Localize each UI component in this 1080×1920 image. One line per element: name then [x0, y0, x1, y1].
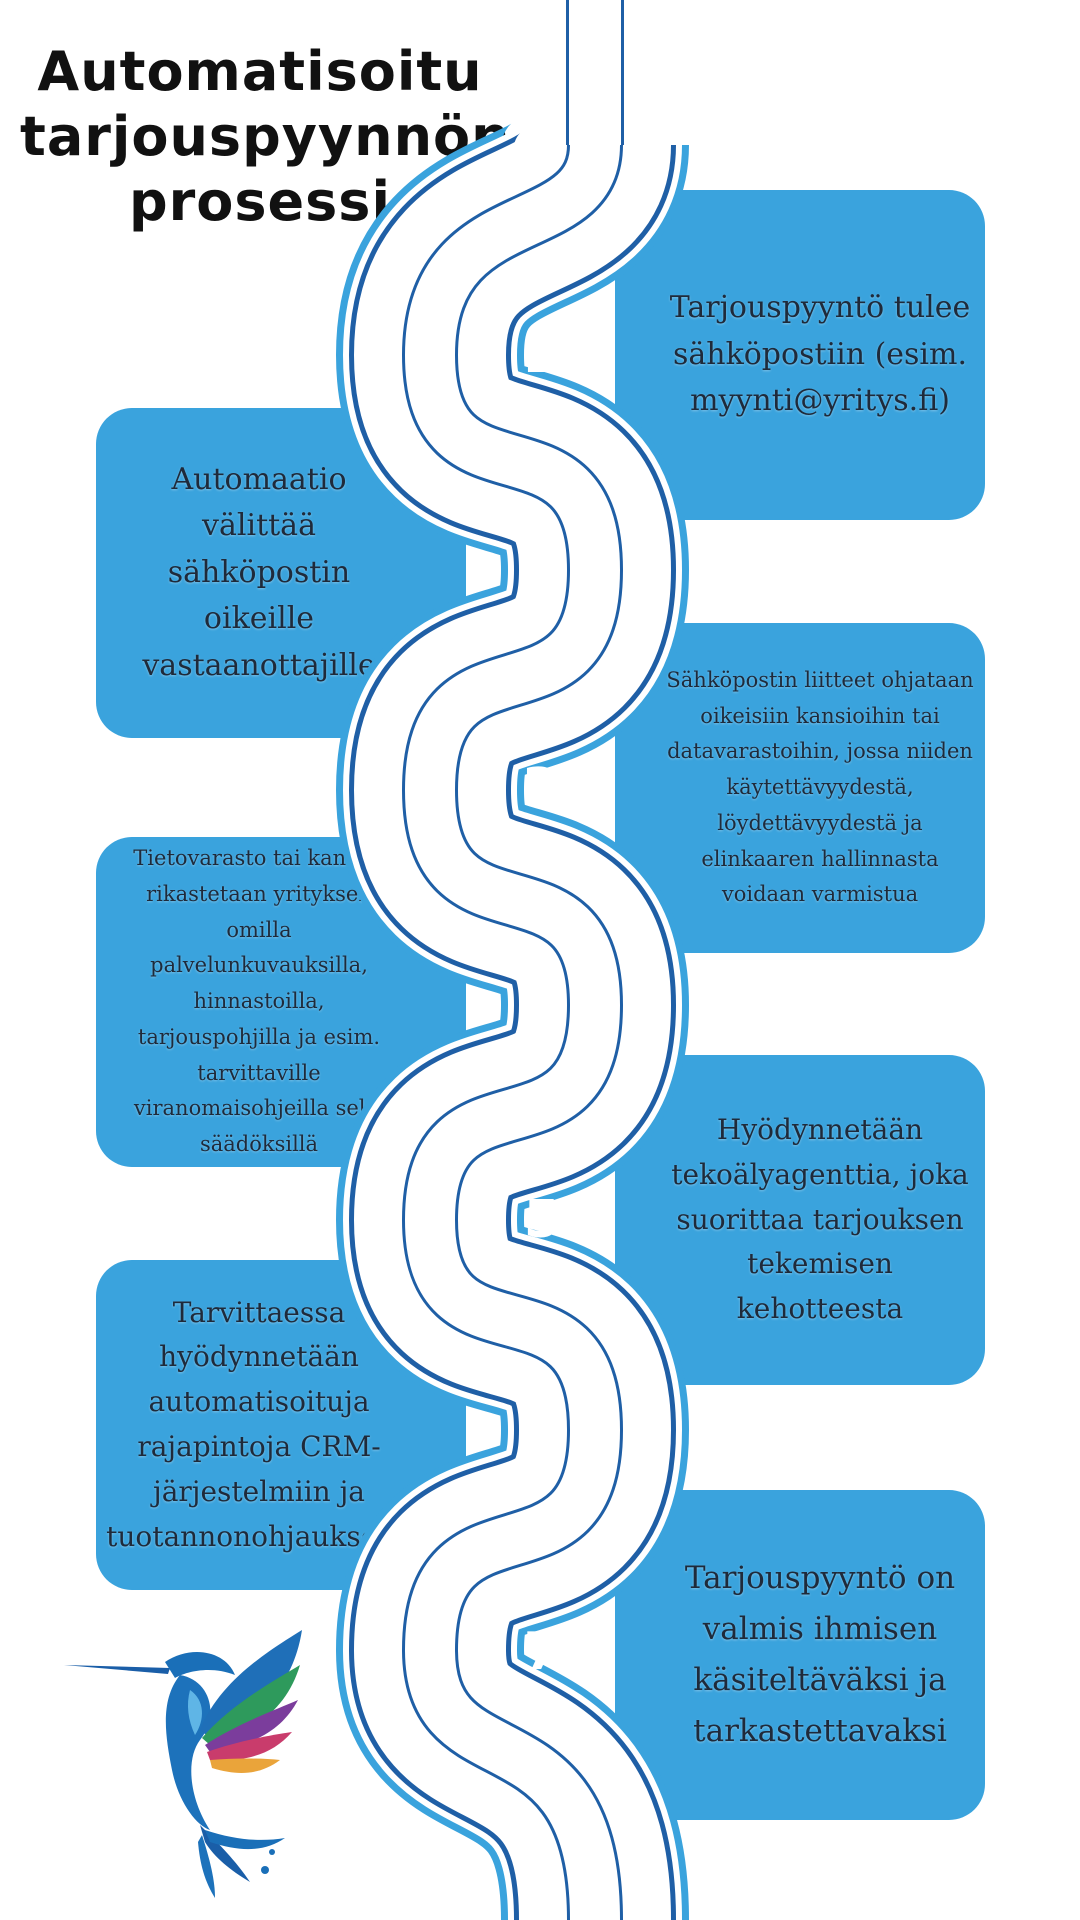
step-text-3: Sähköpostin liitteet ohjataan oikeisiin kansioihin tai datavarastoihin, jossa niiden käytettävyydestä, löydettävyydestä ja elinkaaren hallinnasta voidaan varmistua [666, 668, 974, 907]
step-number-1: 1 [521, 325, 559, 385]
step-text-4: Tietovarasto tai kansiot rikastetaan yrityksen omilla palvelunkuvauksilla, hinnastoilla, tarjouspohjilla ja esim. tarvittaville viranomaisohjeilla sekä säädöksillä [133, 846, 385, 1156]
step-number-7: 7 [523, 1622, 561, 1682]
title-line-2: tarjouspyynnön [20, 104, 511, 168]
step-text-6: Tarvittaessa hyödynnetään automatisoituja rajapintoja CRM-järjestelmiin ja tuotannonohjaukseen [106, 1295, 412, 1553]
step-number-3: 3 [521, 758, 559, 818]
step-number-4: 4 [521, 973, 559, 1033]
step-text-1: Tarjouspyyntö tulee sähköpostiin (esim. myynti@yritys.fi) [669, 290, 971, 419]
step-text-7: Tarjouspyyntö on valmis ihmisen käsiteltäväksi ja tarkastettavaksi [684, 1559, 956, 1750]
title-line-1: Automatisoitu [37, 40, 483, 103]
hummingbird-logo-icon [60, 1620, 320, 1900]
title-line-3: prosessi [129, 169, 391, 233]
step-text-5: Hyödynnetään tekoälyagenttia, joka suorittaa tarjouksen tekemisen kehotteesta [671, 1113, 969, 1326]
step-number-5: 5 [523, 1190, 561, 1250]
step-number-6: 6 [523, 1400, 561, 1460]
step-number-2: 2 [521, 550, 559, 610]
step-text-2: Automaatio välittää sähköpostin oikeille vastaanottajille [142, 461, 376, 683]
